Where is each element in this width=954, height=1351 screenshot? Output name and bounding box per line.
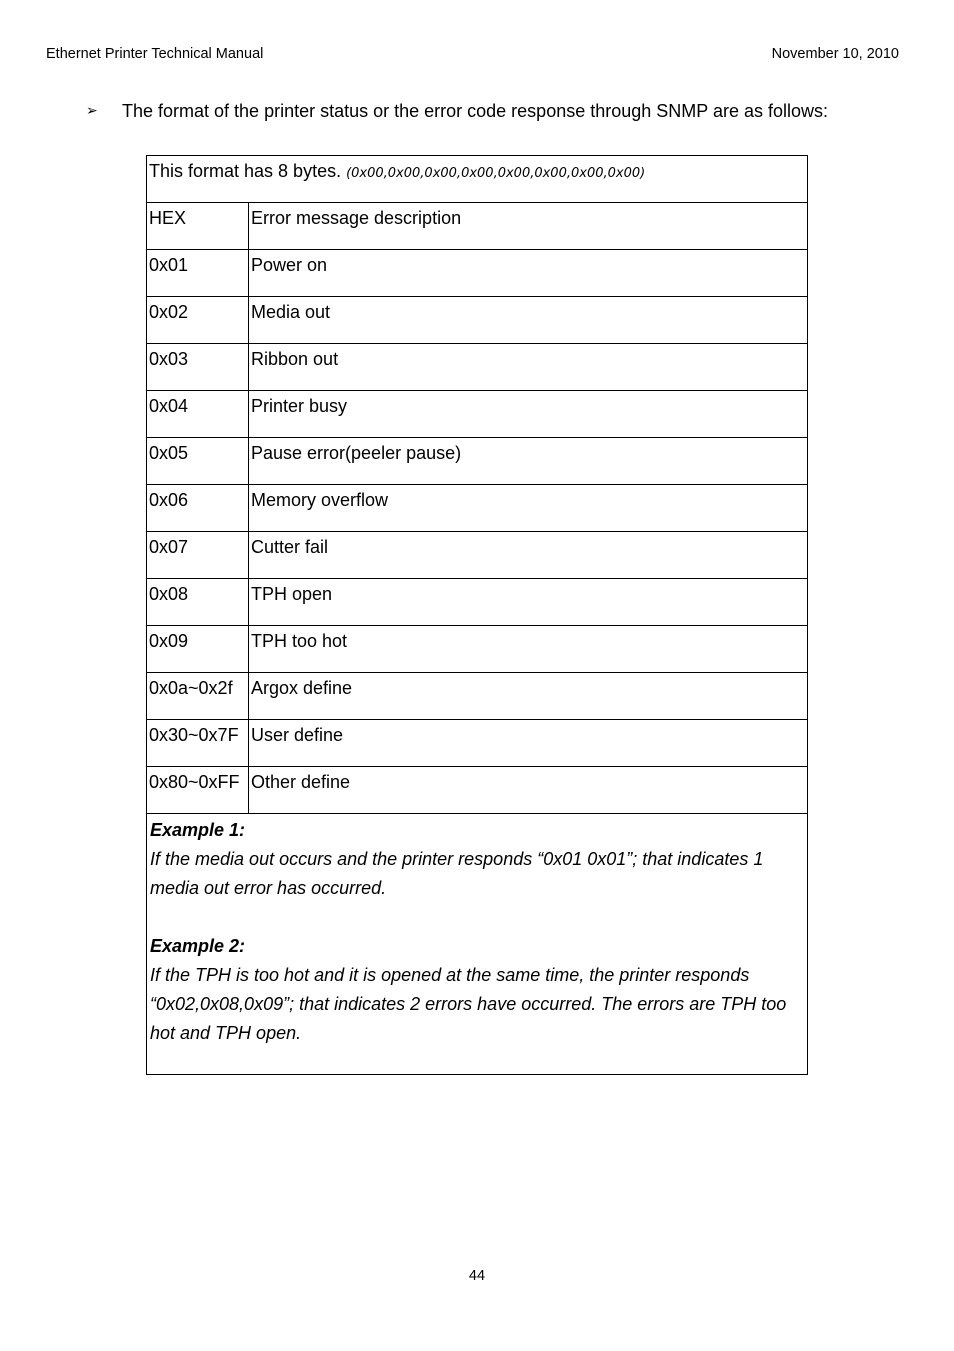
examples-row bbox=[147, 814, 808, 1075]
example-2-title: Example 2: bbox=[150, 936, 246, 956]
table-row bbox=[147, 438, 808, 485]
format-text: This format has 8 bytes. bbox=[149, 161, 347, 181]
hex-code-cell: 0x02 bbox=[147, 297, 249, 344]
hex-code-cell: 0x0a~0x2f bbox=[147, 673, 249, 720]
table-row bbox=[147, 720, 808, 767]
error-description-cell: Memory overflow bbox=[249, 485, 808, 532]
error-description-cell: Media out bbox=[249, 297, 808, 344]
error-description-cell: TPH too hot bbox=[249, 626, 808, 673]
table-row bbox=[147, 344, 808, 391]
examples-cell bbox=[147, 814, 808, 1075]
error-description-cell: Other define bbox=[249, 767, 808, 814]
table-row bbox=[147, 626, 808, 673]
table-row bbox=[147, 250, 808, 297]
hex-code-cell: 0x03 bbox=[147, 344, 249, 391]
intro-paragraph bbox=[86, 100, 828, 122]
error-description-cell: Power on bbox=[249, 250, 808, 297]
table-format-row bbox=[147, 156, 808, 203]
table-row bbox=[147, 297, 808, 344]
error-description-cell: Pause error(peeler pause) bbox=[249, 438, 808, 485]
error-description-cell: Printer busy bbox=[249, 391, 808, 438]
error-description-cell: User define bbox=[249, 720, 808, 767]
hex-code-cell: 0x30~0x7F bbox=[147, 720, 249, 767]
table-row bbox=[147, 485, 808, 532]
hex-code-cell: 0x08 bbox=[147, 579, 249, 626]
error-description-cell: Cutter fail bbox=[249, 532, 808, 579]
hex-code-cell: 0x01 bbox=[147, 250, 249, 297]
hex-code-cell: 0x06 bbox=[147, 485, 249, 532]
error-description-cell: Argox define bbox=[249, 673, 808, 720]
format-cell bbox=[147, 156, 808, 203]
error-description-cell: TPH open bbox=[249, 579, 808, 626]
status-code-table bbox=[146, 155, 808, 1075]
hex-code-cell: 0x09 bbox=[147, 626, 249, 673]
column-header-description: Error message description bbox=[249, 203, 808, 250]
table-row bbox=[147, 767, 808, 814]
example-1-text: If the media out occurs and the printer responds “0x01 0x01”; that indicates 1 media out error has occurred. bbox=[150, 849, 764, 898]
table-header-row bbox=[147, 203, 808, 250]
header-title: Ethernet Printer Technical Manual bbox=[46, 46, 264, 62]
table-row bbox=[147, 673, 808, 720]
arrow-bullet-icon: ➢ bbox=[86, 103, 98, 119]
example-2-text: If the TPH is too hot and it is opened at the same time, the printer responds “0x02,0x08,0x09”; that indicates 2 errors have occurred. The errors are TPH too hot and TPH open. bbox=[150, 965, 787, 1043]
header-date: November 10, 2010 bbox=[771, 46, 899, 62]
table-row bbox=[147, 532, 808, 579]
table-row bbox=[147, 579, 808, 626]
column-header-hex: HEX bbox=[147, 203, 249, 250]
hex-code-cell: 0x05 bbox=[147, 438, 249, 485]
example-1-title: Example 1: bbox=[150, 820, 246, 840]
intro-text: The format of the printer status or the error code response through SNMP are as follows: bbox=[122, 101, 829, 121]
hex-code-cell: 0x04 bbox=[147, 391, 249, 438]
page-number: 44 bbox=[468, 1268, 486, 1284]
format-note: (0x00,0x00,0x00,0x00,0x00,0x00,0x00,0x00) bbox=[346, 166, 646, 181]
spacer bbox=[150, 903, 805, 932]
hex-code-cell: 0x07 bbox=[147, 532, 249, 579]
table-row bbox=[147, 391, 808, 438]
error-description-cell: Ribbon out bbox=[249, 344, 808, 391]
hex-code-cell: 0x80~0xFF bbox=[147, 767, 249, 814]
